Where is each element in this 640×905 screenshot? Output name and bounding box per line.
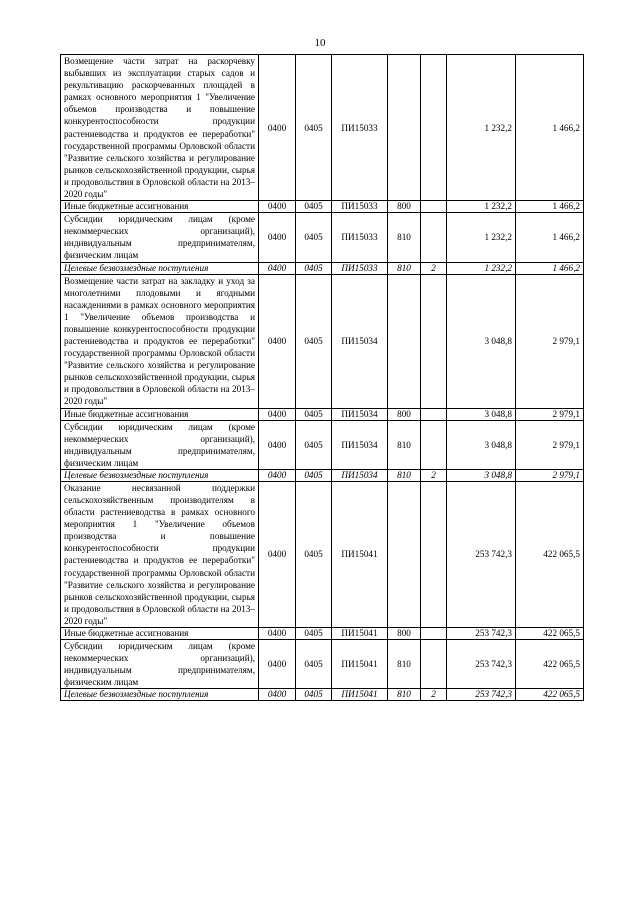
- section-code: 0400: [259, 481, 296, 627]
- table-row: [61, 213, 584, 262]
- section-code: 0400: [259, 420, 296, 469]
- table-row: [61, 274, 584, 408]
- expense-type-code: 810: [388, 420, 421, 469]
- section-code: 0400: [259, 689, 296, 701]
- table-row: [61, 55, 584, 201]
- source-code: [421, 213, 447, 262]
- expense-type-code: 800: [388, 408, 421, 420]
- target-article-code: ПИ15033: [332, 262, 388, 274]
- source-code: 2: [421, 689, 447, 701]
- section-code: 0400: [259, 408, 296, 420]
- subsection-code: 0405: [296, 262, 332, 274]
- row-name: Возмещение части затрат на раскорчевку выбывших из эксплуатации старых садов и рекультивацию раскорчеванных площадей в рамках основного мероприятия 1 "Увеличение объемов производства и повышение конкурентоспособности продукции растениеводства и продуктов ее переработки" государственной программы Орловской области "Развитие сельского хозяйства и регулирование рынков сельскохозяйственной продукции, сырья и продовольствия в Орловской области на 2013–2020 годы": [61, 55, 259, 201]
- row-name: Иные бюджетные ассигнования: [61, 201, 259, 213]
- source-code: [421, 408, 447, 420]
- subsection-code: 0405: [296, 481, 332, 627]
- row-name: Субсидии юридическим лицам (кроме некоммерческих организаций), индивидуальным предпринимателям, физическим лицам: [61, 213, 259, 262]
- target-article-code: ПИ15033: [332, 213, 388, 262]
- expense-type-code: 800: [388, 201, 421, 213]
- row-name: Субсидии юридическим лицам (кроме некоммерческих организаций), индивидуальным предпринимателям, физическим лицам: [61, 640, 259, 689]
- amount-year-2: 422 065,5: [516, 689, 584, 701]
- expense-type-code: [388, 274, 421, 408]
- amount-year-2: 422 065,5: [516, 481, 584, 627]
- table-row: [61, 481, 584, 627]
- target-article-code: ПИ15041: [332, 481, 388, 627]
- source-code: [421, 628, 447, 640]
- subsection-code: 0405: [296, 628, 332, 640]
- row-name: Субсидии юридическим лицам (кроме некоммерческих организаций), индивидуальным предпринимателям, физическим лицам: [61, 420, 259, 469]
- row-name: Целевые безвозмездные поступления: [61, 469, 259, 481]
- subsection-code: 0405: [296, 213, 332, 262]
- amount-year-2: 2 979,1: [516, 408, 584, 420]
- amount-year-1: 3 048,8: [447, 420, 516, 469]
- table-row: [61, 201, 584, 213]
- section-code: 0400: [259, 213, 296, 262]
- amount-year-2: 1 466,2: [516, 213, 584, 262]
- source-code: 2: [421, 262, 447, 274]
- target-article-code: ПИ15034: [332, 469, 388, 481]
- amount-year-1: 1 232,2: [447, 213, 516, 262]
- target-article-code: ПИ15034: [332, 274, 388, 408]
- section-code: 0400: [259, 55, 296, 201]
- table-row: [61, 640, 584, 689]
- row-name: Оказание несвязанной поддержки сельскохозяйственным производителям в области растениеводства в рамках основного мероприятия 1 "Увеличение объемов производства и повышение конкурентоспособности продукции растениеводства и продуктов ее переработки" государственной программы Орловской области "Развитие сельского хозяйства и регулирование рынков сельскохозяйственной продукции, сырья и продовольствия в Орловской области на 2013–2020 годы": [61, 481, 259, 627]
- amount-year-1: 253 742,3: [447, 628, 516, 640]
- amount-year-1: 1 232,2: [447, 262, 516, 274]
- row-name: Иные бюджетные ассигнования: [61, 408, 259, 420]
- subsection-code: 0405: [296, 640, 332, 689]
- section-code: 0400: [259, 628, 296, 640]
- section-code: 0400: [259, 640, 296, 689]
- section-code: 0400: [259, 274, 296, 408]
- amount-year-2: 422 065,5: [516, 640, 584, 689]
- source-code: [421, 201, 447, 213]
- table-row: [61, 469, 584, 481]
- subsection-code: 0405: [296, 274, 332, 408]
- expense-type-code: 810: [388, 640, 421, 689]
- row-name: Возмещение части затрат на закладку и уход за многолетними плодовыми и ягодными насаждениями в рамках основного мероприятия 1 "Увеличение объемов производства и повышение конкурентоспособности продукции растениеводства и продуктов ее переработки" государственной программы Орловской области "Развитие сельского хозяйства и регулирование рынков сельскохозяйственной продукции, сырья и продовольствия в Орловской области на 2013–2020 годы": [61, 274, 259, 408]
- amount-year-1: 1 232,2: [447, 201, 516, 213]
- target-article-code: ПИ15041: [332, 689, 388, 701]
- amount-year-1: 253 742,3: [447, 689, 516, 701]
- amount-year-1: 3 048,8: [447, 408, 516, 420]
- amount-year-2: 1 466,2: [516, 55, 584, 201]
- expense-type-code: 810: [388, 262, 421, 274]
- subsection-code: 0405: [296, 469, 332, 481]
- source-code: [421, 481, 447, 627]
- row-name: Целевые безвозмездные поступления: [61, 689, 259, 701]
- subsection-code: 0405: [296, 55, 332, 201]
- expense-type-code: [388, 55, 421, 201]
- row-name: Иные бюджетные ассигнования: [61, 628, 259, 640]
- amount-year-2: 2 979,1: [516, 469, 584, 481]
- amount-year-1: 253 742,3: [447, 481, 516, 627]
- subsection-code: 0405: [296, 420, 332, 469]
- source-code: [421, 640, 447, 689]
- amount-year-1: 3 048,8: [447, 469, 516, 481]
- table-row: [61, 262, 584, 274]
- row-name: Целевые безвозмездные поступления: [61, 262, 259, 274]
- table-row: [61, 628, 584, 640]
- subsection-code: 0405: [296, 201, 332, 213]
- section-code: 0400: [259, 262, 296, 274]
- target-article-code: ПИ15033: [332, 55, 388, 201]
- table-row: [61, 420, 584, 469]
- page-number: 10: [314, 37, 326, 49]
- section-code: 0400: [259, 469, 296, 481]
- target-article-code: ПИ15034: [332, 420, 388, 469]
- expense-type-code: 810: [388, 213, 421, 262]
- table-body: [61, 55, 584, 701]
- amount-year-2: 1 466,2: [516, 201, 584, 213]
- expense-type-code: [388, 481, 421, 627]
- expense-type-code: 810: [388, 469, 421, 481]
- source-code: [421, 55, 447, 201]
- subsection-code: 0405: [296, 689, 332, 701]
- target-article-code: ПИ15033: [332, 201, 388, 213]
- table-row: [61, 408, 584, 420]
- target-article-code: ПИ15041: [332, 640, 388, 689]
- amount-year-2: 422 065,5: [516, 628, 584, 640]
- amount-year-2: 1 466,2: [516, 262, 584, 274]
- expense-type-code: 810: [388, 689, 421, 701]
- amount-year-2: 2 979,1: [516, 420, 584, 469]
- amount-year-1: 253 742,3: [447, 640, 516, 689]
- subsection-code: 0405: [296, 408, 332, 420]
- source-code: [421, 274, 447, 408]
- budget-table: [60, 54, 584, 701]
- amount-year-1: 1 232,2: [447, 55, 516, 201]
- section-code: 0400: [259, 201, 296, 213]
- expense-type-code: 800: [388, 628, 421, 640]
- target-article-code: ПИ15041: [332, 628, 388, 640]
- source-code: [421, 420, 447, 469]
- source-code: 2: [421, 469, 447, 481]
- amount-year-1: 3 048,8: [447, 274, 516, 408]
- table-row: [61, 689, 584, 701]
- amount-year-2: 2 979,1: [516, 274, 584, 408]
- target-article-code: ПИ15034: [332, 408, 388, 420]
